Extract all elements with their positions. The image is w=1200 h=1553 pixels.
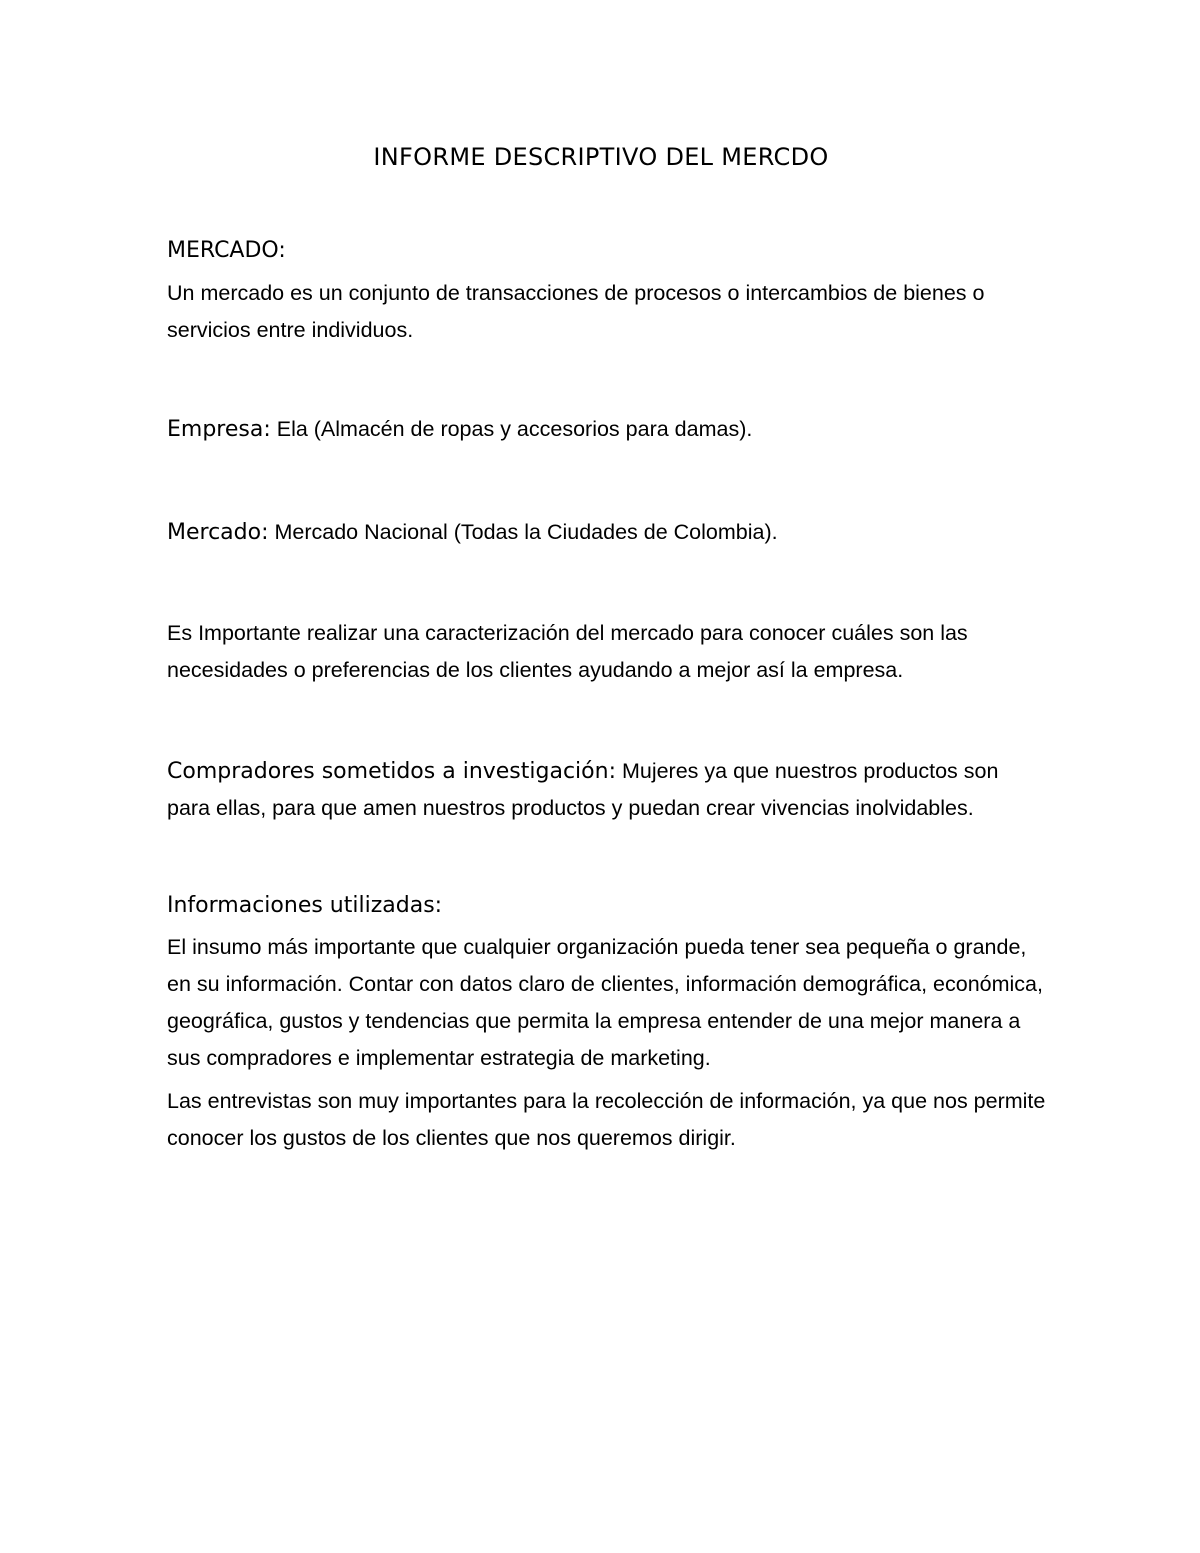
empresa-value: Ela (Almacén de ropas y accesorios para damas). [270,417,753,441]
mercado-definition: Un mercado es un conjunto de transacciones de procesos o intercambios de bienes o servicios entre individuos. [167,281,985,342]
compradores-paragraph [167,753,1047,827]
mercado-label: Mercado: [167,520,269,545]
compradores-label: Compradores sometidos a investigación: [167,759,616,784]
empresa-line [167,411,1047,448]
mercado-heading: MERCADO: [167,238,286,263]
mercado-value: Mercado Nacional (Todas la Ciudades de Colombia). [268,520,778,544]
empresa-label: Empresa: [167,417,271,442]
document-content [167,140,1047,1157]
informaciones-heading: Informaciones utilizadas: [167,893,443,918]
compradores-value: Mujeres ya que nuestros productos son para ellas, para que amen nuestros productos y puedan crear vivencias inolvidables. [167,759,999,820]
informaciones-paragraph-1: El insumo más importante que cualquier organización pueda tener sea pequeña o grande, en su información. Contar con datos claro de clientes, información demográfica, económica, geográfica, gustos y tendencias que permita la empresa entender de una mejor manera a sus compradores e implementar estrategia de marketing. [167,935,1043,1070]
mercado-line [167,514,1047,551]
importance-paragraph: Es Importante realizar una caracterización del mercado para conocer cuáles son las necesidades o preferencias de los clientes ayudando a mejor así la empresa. [167,621,968,682]
document-title: INFORME DESCRIPTIVO DEL MERCDO [373,143,829,171]
informaciones-paragraph-2: Las entrevistas son muy importantes para la recolección de información, ya que nos permite conocer los gustos de los clientes que nos queremos dirigir. [167,1089,1046,1150]
